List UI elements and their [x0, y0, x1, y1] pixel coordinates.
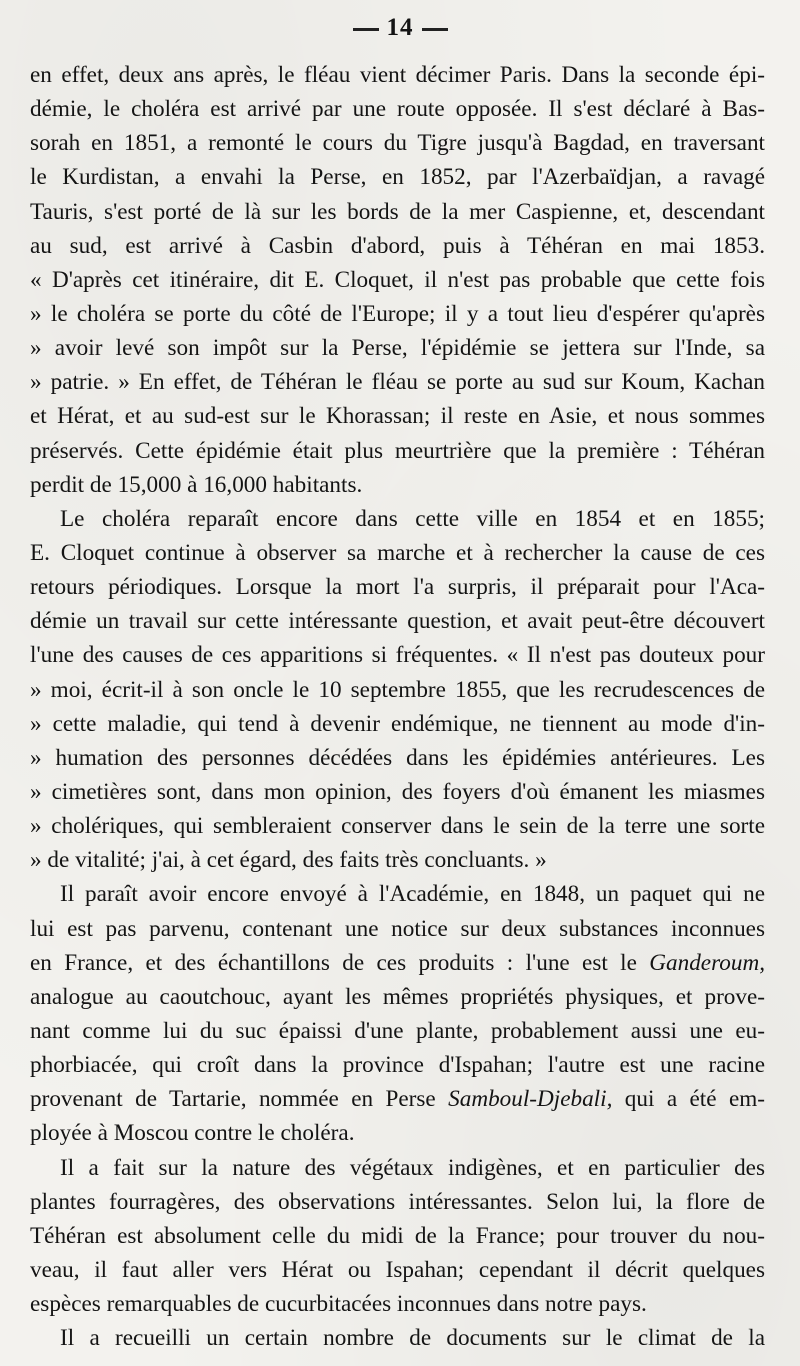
text-line-content: » moi, écrit-il à son oncle le 10 septembre 1855, que les recrudescences de: [30, 676, 765, 703]
text-line-content: en France, et des échantillons de ces produits : l'une est le: [30, 949, 650, 976]
text-line-content: analogue au caoutchouc, ayant les mêmes propriétés physiques, et prove-: [30, 983, 765, 1010]
text-line: [30, 331, 765, 365]
text-line: [30, 160, 765, 194]
text-line: [30, 263, 765, 297]
text-line: [30, 536, 765, 570]
text-line: [30, 1082, 765, 1116]
text-line: [30, 707, 765, 741]
text-line-content: » humation des personnes décédées dans les épidémies antérieures. Les: [30, 744, 765, 771]
text-line-content: phorbiacée, qui croît dans la province d'Ispahan; l'autre est une racine: [30, 1052, 765, 1079]
text-line: [30, 297, 765, 331]
text-line-content: et Hérat, et au sud-est sur le Khorassan; il reste en Asie, et nous sommes: [30, 403, 765, 430]
text-line-content: » cimetières sont, dans mon opinion, des foyers d'où émanent les miasmes: [30, 778, 765, 805]
text-line-content: Il a fait sur la nature des végétaux indigènes, et en particulier des: [60, 1154, 765, 1181]
text-line-content: » cholériques, qui sembleraient conserver dans le sein de la terre une sorte: [30, 813, 765, 840]
text-line-content: « D'après cet itinéraire, dit E. Cloquet, il n'est pas probable que cette fois: [30, 266, 765, 293]
text-line-content: l'une des causes de ces apparitions si fréquentes. « Il n'est pas douteux pour: [30, 642, 765, 669]
text-line-content: Il paraît avoir encore envoyé à l'Académie, en 1848, un paquet qui ne: [60, 881, 765, 908]
text-line-content: provenant de Tartarie, nommée en Perse: [30, 1086, 449, 1113]
page-header: [0, 14, 800, 42]
text-line: [30, 980, 765, 1014]
text-line: [30, 912, 765, 946]
text-line: [30, 58, 765, 92]
text-line-content: » le choléra se porte du côté de l'Europe; il y a tout lieu d'espérer qu'après: [30, 300, 765, 327]
text-line: [30, 877, 765, 911]
text-line-content: espèces remarquables de cucurbitacées inconnues dans notre pays.: [30, 1291, 647, 1318]
text-line: [30, 1219, 765, 1253]
text-line: [30, 126, 765, 160]
text-line: [30, 502, 765, 536]
text-line: [30, 1048, 765, 1082]
text-line-content: sorah en 1851, a remonté le cours du Tigre jusqu'à Bagdad, en traversant: [30, 130, 765, 157]
text-line: [30, 92, 765, 126]
text-line-content: Le choléra reparaît encore dans cette ville en 1854 et en 1855;: [60, 505, 765, 532]
text-line-content: perdit de 15,000 à 16,000 habitants.: [30, 471, 363, 498]
text-line-content: Téhéran est absolument celle du midi de la France; pour trouver du nou-: [30, 1222, 765, 1249]
header-dash-left: [353, 28, 379, 31]
text-line-content: nant comme lui du suc épaissi d'une plante, probablement aussi une eu-: [30, 1017, 765, 1044]
text-line-content: préservés. Cette épidémie était plus meurtrière que la première : Téhéran: [30, 437, 765, 464]
text-line: [30, 1151, 765, 1185]
text-line: [30, 1185, 765, 1219]
text-line: [30, 195, 765, 229]
text-line: [30, 1287, 765, 1321]
italic-term: Ganderoum,: [649, 949, 765, 976]
text-line: [30, 673, 765, 707]
page-number: 14: [386, 14, 414, 41]
text-line-continuation: qui a été em-: [612, 1086, 766, 1113]
text-line: [30, 741, 765, 775]
text-line: [30, 365, 765, 399]
text-line-content: » avoir levé son impôt sur la Perse, l'épidémie se jettera sur l'Inde, sa: [30, 335, 765, 362]
text-line: [30, 1014, 765, 1048]
text-line-content: au sud, est arrivé à Casbin d'abord, puis à Téhéran en mai 1853.: [30, 232, 765, 259]
text-line: [30, 638, 765, 672]
text-line: [30, 1253, 765, 1287]
text-line: [30, 775, 765, 809]
text-line: [30, 604, 765, 638]
text-line-content: Il a recueilli un certain nombre de documents sur le climat de la: [60, 1325, 765, 1352]
text-line: [30, 570, 765, 604]
text-line-content: » de vitalité; j'ai, à cet égard, des faits très concluants. »: [30, 847, 547, 874]
text-line-content: démie, le choléra est arrivé par une route opposée. Il s'est déclaré à Bas-: [30, 96, 765, 123]
text-line-content: veau, il faut aller vers Hérat ou Ispahan; cependant il décrit quelques: [30, 1256, 765, 1283]
text-line-content: ployée à Moscou contre le choléra.: [30, 1120, 355, 1147]
text-line-content: le Kurdistan, a envahi la Perse, en 1852, par l'Azerbaïdjan, a ravagé: [30, 164, 765, 191]
text-line: [30, 809, 765, 843]
text-line-content: » cette maladie, qui tend à devenir endémique, ne tiennent au mode d'in-: [30, 710, 765, 737]
text-line: [30, 468, 765, 502]
text-line-content: Tauris, s'est porté de là sur les bords de la mer Caspienne, et, descendant: [30, 198, 765, 225]
text-line: [30, 1321, 765, 1355]
text-line-content: plantes fourragères, des observations intéressantes. Selon lui, la flore de: [30, 1188, 765, 1215]
text-line: [30, 399, 765, 433]
text-line-content: retours périodiques. Lorsque la mort l'a surpris, il préparait pour l'Aca-: [30, 574, 765, 601]
page-body-text: [30, 58, 765, 1355]
text-line: [30, 1116, 765, 1150]
text-line-content: E. Cloquet continue à observer sa marche et à rechercher la cause de ces: [30, 539, 765, 566]
text-line-content: lui est pas parvenu, contenant une notice sur deux substances inconnues: [30, 915, 765, 942]
text-line: [30, 229, 765, 263]
text-line-content: en effet, deux ans après, le fléau vient décimer Paris. Dans la seconde épi-: [30, 62, 765, 88]
text-line: [30, 946, 765, 980]
header-dash-right: [422, 28, 448, 31]
text-line: [30, 434, 765, 468]
italic-term: Samboul-Djebali,: [448, 1086, 613, 1113]
text-line-content: démie un travail sur cette intéressante question, et avait peut-être découvert: [30, 608, 765, 635]
text-line-content: » patrie. » En effet, de Téhéran le fléau se porte au sud sur Koum, Kachan: [30, 369, 765, 396]
text-line: [30, 843, 765, 877]
